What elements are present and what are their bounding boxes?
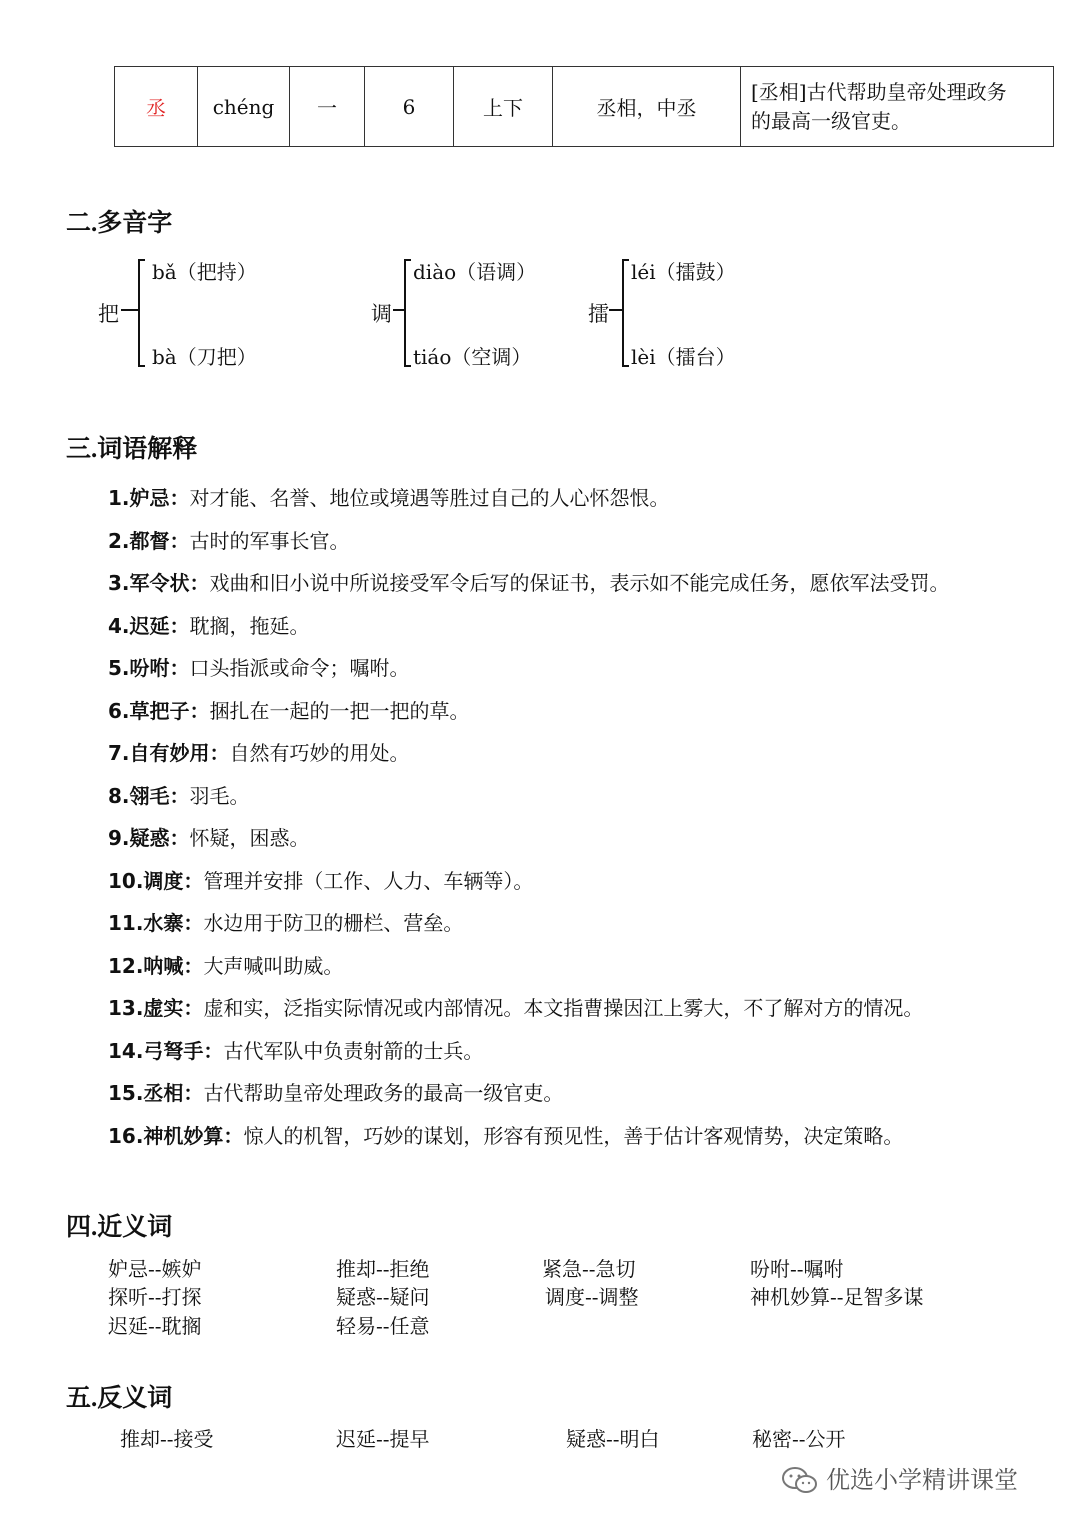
definition-term: 1.妒忌： — [108, 486, 190, 510]
section-number: 二. — [66, 210, 98, 237]
definition-text: 自然有巧妙的用处。 — [229, 741, 410, 765]
polyphone-char: 擂 — [588, 302, 609, 326]
definition-item — [108, 950, 343, 979]
definition-term: 6.草把子： — [108, 699, 210, 723]
definition-term: 13.虚实： — [108, 996, 204, 1020]
antonym-pair: 迟延--提早 — [336, 1427, 430, 1451]
definition-term: 4.迟延： — [108, 614, 190, 638]
definition-term: 8.翎毛： — [108, 784, 190, 808]
synonym-pair: 探听--打探 — [108, 1285, 202, 1309]
definition-item — [108, 1120, 903, 1149]
definition-item — [108, 822, 310, 851]
watermark — [780, 1460, 1018, 1497]
antonym-pair: 秘密--公开 — [752, 1427, 846, 1451]
definition-text: 惊人的机智，巧妙的谋划，形容有预见性，善于估计客观情势，决定策略。 — [243, 1124, 904, 1148]
definition-text: 虚和实，泛指实际情况或内部情况。本文指曹操因江上雾大，不了解对方的情况。 — [203, 996, 924, 1020]
definition-term: 14.弓弩手： — [108, 1039, 224, 1063]
polyphone-reading: lèi（擂台） — [631, 345, 736, 369]
section-number: 四. — [66, 1214, 98, 1241]
synonym-pair: 疑惑--疑问 — [336, 1285, 430, 1309]
definition-text: 古代帮助皇帝处理政务的最高一级官吏。 — [203, 1081, 564, 1105]
synonym-pair: 推却--拒绝 — [336, 1257, 430, 1281]
table-cell-character: 丞 — [115, 67, 198, 147]
character-table — [114, 66, 1054, 147]
wechat-icon — [780, 1465, 820, 1497]
table-cell-definition — [741, 67, 1054, 147]
synonym-pair: 轻易--任意 — [336, 1314, 430, 1338]
definition-text: 戏曲和旧小说中所说接受军令后写的保证书，表示如不能完成任务，愿依军法受罚。 — [209, 571, 950, 595]
definition-item — [108, 1077, 563, 1106]
polyphone-reading: bà（刀把） — [152, 345, 257, 369]
definition-item — [108, 737, 410, 766]
definition-term: 10.调度： — [108, 869, 204, 893]
definition-term: 9.疑惑： — [108, 826, 190, 850]
table-cell-words: 丞相，中丞 — [553, 67, 741, 147]
table-row — [115, 67, 1054, 147]
definition-text: 大声喊叫助威。 — [203, 954, 344, 978]
definition-text: 羽毛。 — [189, 784, 250, 808]
definition-item — [108, 610, 310, 639]
definition-text: 古代军队中负责射箭的士兵。 — [223, 1039, 484, 1063]
section-number: 五. — [66, 1385, 98, 1412]
definition-item — [108, 695, 470, 724]
definition-term: 5.吩咐： — [108, 656, 190, 680]
polyphone-reading: bǎ（把持） — [152, 260, 257, 284]
definition-term: 15.丞相： — [108, 1081, 204, 1105]
definition-text: 对才能、名誉、地位或境遇等胜过自己的人心怀怨恨。 — [189, 486, 670, 510]
table-cell-radical: 一 — [290, 67, 365, 147]
section-title-polyphones — [66, 203, 172, 239]
definition-item — [108, 907, 463, 936]
section-label: 反义词 — [97, 1383, 173, 1412]
definition-text: 水边用于防卫的栅栏、营垒。 — [203, 911, 464, 935]
definition-line: 的最高一级官吏。 — [751, 108, 911, 133]
definition-text: 口头指派或命令；嘱咐。 — [189, 656, 410, 680]
definition-term: 3.军令状： — [108, 571, 210, 595]
definition-item — [108, 482, 670, 511]
definition-item — [108, 992, 923, 1021]
definition-item — [108, 1035, 483, 1064]
polyphone-reading: diào（语调） — [413, 260, 537, 284]
synonym-pair: 妒忌--嫉妒 — [108, 1257, 202, 1281]
polyphone-char: 把 — [98, 302, 119, 326]
definition-term: 12.呐喊： — [108, 954, 204, 978]
table-cell-structure: 上下 — [454, 67, 553, 147]
section-number: 三. — [66, 436, 98, 463]
section-label: 近义词 — [97, 1212, 173, 1241]
section-title-synonyms — [66, 1207, 172, 1243]
brace-icon — [119, 258, 149, 370]
synonym-pair: 调度--调整 — [545, 1285, 639, 1309]
definition-item — [108, 525, 350, 554]
synonym-pair: 紧急--急切 — [542, 1257, 636, 1281]
definition-term: 7.自有妙用： — [108, 741, 230, 765]
definition-item — [108, 780, 250, 809]
definition-item — [108, 865, 533, 894]
watermark-text: 优选小学精讲课堂 — [826, 1466, 1018, 1494]
definition-item — [108, 567, 950, 596]
polyphone-char: 调 — [371, 302, 392, 326]
definition-text: 耽搁，拖延。 — [189, 614, 310, 638]
definition-text: 古时的军事长官。 — [189, 529, 350, 553]
definition-text: 怀疑，困惑。 — [189, 826, 310, 850]
definition-text: 管理并安排（工作、人力、车辆等）。 — [203, 869, 534, 893]
section-label: 词语解释 — [97, 434, 198, 463]
section-title-antonyms — [66, 1378, 172, 1414]
synonym-pair: 神机妙算--足智多谋 — [750, 1285, 924, 1309]
antonym-pair: 推却--接受 — [120, 1427, 214, 1451]
polyphone-reading: léi（擂鼓） — [631, 260, 736, 284]
definition-text: 捆扎在一起的一把一把的草。 — [209, 699, 470, 723]
definition-line: [丞相]古代帮助皇帝处理政务 — [751, 79, 1007, 104]
polyphone-reading: tiáo（空调） — [413, 345, 532, 369]
definition-item — [108, 652, 410, 681]
section-title-definitions — [66, 429, 197, 465]
synonym-pair: 吩咐--嘱咐 — [750, 1257, 844, 1281]
table-cell-pinyin: chéng — [198, 67, 290, 147]
antonym-pair: 疑惑--明白 — [566, 1427, 660, 1451]
definition-term: 16.神机妙算： — [108, 1124, 244, 1148]
section-label: 多音字 — [97, 208, 173, 237]
definition-term: 11.水寨： — [108, 911, 204, 935]
definition-term: 2.都督： — [108, 529, 190, 553]
table-cell-strokes: 6 — [365, 67, 454, 147]
synonym-pair: 迟延--耽搁 — [108, 1314, 202, 1338]
